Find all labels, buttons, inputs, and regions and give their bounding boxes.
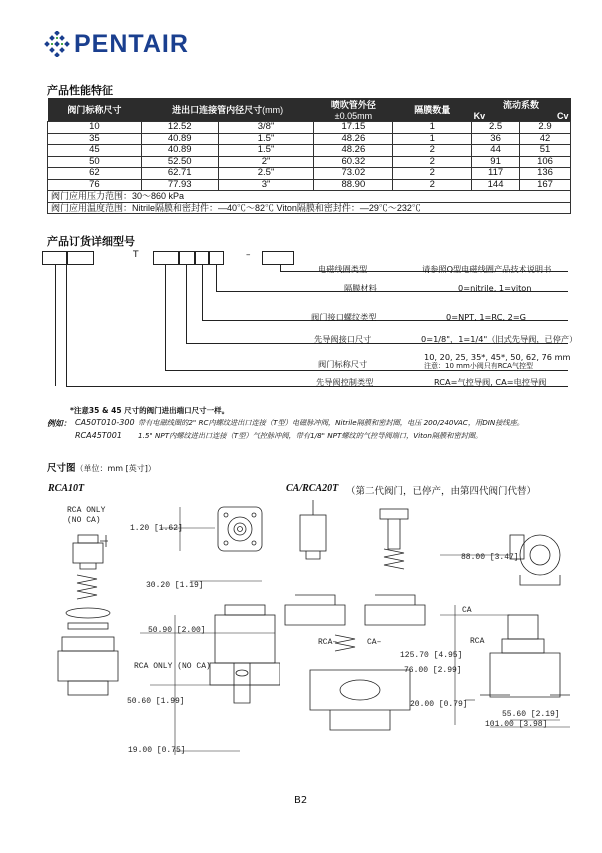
table-cell: 88.90 xyxy=(314,179,393,191)
example-text-2: 1.5" NPT内螺纹进出口连接（T型）气控脉冲阀，带有1/8" NPT螺纹的气控导阀端口，Viton隔膜和密封圈。 xyxy=(138,431,483,440)
dim-left-3: 50.90 [2.00] xyxy=(148,626,206,635)
table-row xyxy=(48,133,571,145)
table-cell: 45 xyxy=(48,145,142,157)
table-cell: 40.89 xyxy=(141,145,218,157)
code-box-3 xyxy=(153,251,180,265)
label-rca: RCA xyxy=(470,637,485,646)
table-cell: 10 xyxy=(48,122,142,134)
table-row xyxy=(48,156,571,168)
dim-right-2: 125.70 [4.95] xyxy=(400,651,463,660)
col-header-flow: 流动系数 xyxy=(472,98,571,111)
table-cell: 144 xyxy=(472,179,520,191)
order-name-pilot-type: 先导阀控制类型 xyxy=(316,377,374,387)
dim-left-5: 19.00 [0.75] xyxy=(128,746,186,755)
label-rca-only-1: RCA ONLY xyxy=(67,506,106,515)
order-desc-pilot-type: RCA=气控导阀, CA=电控导阀 xyxy=(434,377,547,387)
dim-left-1: 1.20 [1.62] xyxy=(130,524,183,533)
table-cell: 1 xyxy=(393,122,472,134)
code-box-7 xyxy=(262,251,294,265)
section-title-ordering: 产品订货详细型号 xyxy=(47,235,135,248)
table-cell: 77.93 xyxy=(141,179,218,191)
table-cell: 73.02 xyxy=(314,168,393,180)
order-footnote: *注意35 & 45 尺寸的阀门进出端口尺寸一样。 xyxy=(70,406,230,415)
dim-right-1: 88.00 [3.47] xyxy=(461,553,519,562)
drawing-title-ca-rca20t: CA/RCA20T xyxy=(286,483,339,494)
table-cell: 42 xyxy=(520,133,571,145)
label-rca-only-2: RCA ONLY (NO CA) xyxy=(134,662,211,671)
table-cell: 36 xyxy=(472,133,520,145)
table-cell: 2.5 xyxy=(472,122,520,134)
code-box-6 xyxy=(208,251,224,265)
table-cell: 40.89 xyxy=(141,133,218,145)
table-cell: 51 xyxy=(520,145,571,157)
order-desc2-valve-size: 注意：10 mm小阀只有RCA气控型 xyxy=(424,362,533,370)
dim-right-3: 76.00 [2.99] xyxy=(404,666,462,675)
col-header-size: 阀门标称尺寸 xyxy=(48,98,142,122)
drawing-title-rca10t: RCA10T xyxy=(48,483,85,494)
table-row xyxy=(48,122,571,134)
example-label: 例如： xyxy=(47,419,71,428)
note-temperature: 阀门应用温度范围：Nitrile隔膜和密封件：—40℃～82℃ Viton隔膜和密封件：—29℃～232℃ xyxy=(48,202,571,214)
table-cell: 2.5" xyxy=(218,168,314,180)
order-name-valve-size: 阀门标称尺寸 xyxy=(318,359,368,369)
table-cell: 62.71 xyxy=(141,168,218,180)
table-cell: 167 xyxy=(520,179,571,191)
order-desc-diaphragm: 0=nitrile, 1=viton xyxy=(458,283,532,293)
table-cell: 2 xyxy=(393,179,472,191)
order-desc-coil: 请参照Q型电磁线圈产品技术说明书 xyxy=(422,264,552,274)
table-cell: 48.26 xyxy=(314,133,393,145)
example-code-1: CA50T010-300 xyxy=(75,418,135,427)
code-box-1 xyxy=(42,251,68,265)
code-box-2 xyxy=(66,251,94,265)
table-cell: 12.52 xyxy=(141,122,218,134)
dim-right-4: 20.00 [0.79] xyxy=(410,700,468,709)
dim-right-6: 101.00 [3.98] xyxy=(485,720,548,729)
order-name-thread: 阀门接口螺纹类型 xyxy=(311,312,377,322)
order-desc-pilot-size: 0=1/8"，1=1/4"（旧式先导阀，已停产） xyxy=(421,334,578,344)
order-desc-valve-size: 10, 20, 25, 35*, 45*, 50, 62, 76 mm xyxy=(424,352,571,362)
table-cell: 52.50 xyxy=(141,156,218,168)
col-header-outer: 喷吹管外径 ±0.05mm xyxy=(314,98,393,122)
table-cell: 117 xyxy=(472,168,520,180)
table-row xyxy=(48,168,571,180)
col-header-diaphragms: 隔膜数量 xyxy=(393,98,472,122)
table-cell: 35 xyxy=(48,133,142,145)
table-cell: 60.32 xyxy=(314,156,393,168)
col-header-port: 进出口连接管内径尺寸(mm) xyxy=(141,98,314,122)
table-cell: 91 xyxy=(472,156,520,168)
table-cell: 106 xyxy=(520,156,571,168)
pentair-logo-icon xyxy=(44,31,70,57)
order-desc-thread: 0=NPT, 1=RC, 2=G xyxy=(446,312,527,322)
table-cell: 3/8" xyxy=(218,122,314,134)
dim-right-5: 55.60 [2.19] xyxy=(502,710,560,719)
rca10t-drawing xyxy=(40,495,280,775)
section-title-dimensions: 尺寸图（单位：mm [英寸]） xyxy=(47,463,156,474)
table-cell: 2.9 xyxy=(520,122,571,134)
order-name-coil: 电磁线圈类型 xyxy=(318,264,368,274)
label-no-ca-1: (NO CA) xyxy=(67,516,101,525)
order-name-pilot-size: 先导阀接口尺寸 xyxy=(314,334,372,344)
table-cell: 2" xyxy=(218,156,314,168)
label-ca-dash: CA– xyxy=(367,638,382,647)
spec-table xyxy=(47,98,571,214)
page-number: B2 xyxy=(294,795,308,806)
table-row xyxy=(48,145,571,157)
table-cell: 48.26 xyxy=(314,145,393,157)
table-cell: 136 xyxy=(520,168,571,180)
table-cell: 1.5" xyxy=(218,145,314,157)
dim-left-2: 30.20 [1.19] xyxy=(146,581,204,590)
brand-name: PENTAIR xyxy=(74,30,189,58)
table-cell: 2 xyxy=(393,156,472,168)
table-cell: 2 xyxy=(393,168,472,180)
drawing-note-discontinued: （第二代阀门，已停产，由第四代阀门代替） xyxy=(346,486,537,497)
example-code-2: RCA45T001 xyxy=(75,431,122,440)
dim-left-4: 50.60 [1.99] xyxy=(127,697,185,706)
col-header-cv: Cv xyxy=(520,111,571,122)
code-letter-t: T xyxy=(133,250,139,260)
table-cell: 2 xyxy=(393,145,472,157)
section-title-performance: 产品性能特征 xyxy=(47,84,113,97)
table-cell: 62 xyxy=(48,168,142,180)
table-cell: 17.15 xyxy=(314,122,393,134)
col-header-kv: Kv xyxy=(472,111,520,122)
code-dash: – xyxy=(246,250,251,260)
label-ca: CA xyxy=(462,606,472,615)
order-name-diaphragm: 隔膜材料 xyxy=(344,283,377,293)
note-pressure: 阀门应用压力范围：30～860 kPa xyxy=(48,191,571,203)
label-rca-dash: RCA– xyxy=(318,638,338,647)
table-cell: 3" xyxy=(218,179,314,191)
table-cell: 44 xyxy=(472,145,520,157)
table-cell: 76 xyxy=(48,179,142,191)
table-row xyxy=(48,179,571,191)
table-cell: 1 xyxy=(393,133,472,145)
table-cell: 50 xyxy=(48,156,142,168)
table-cell: 1.5" xyxy=(218,133,314,145)
example-text-1: 带有电磁线圈的2" RC内螺纹进出口连接（T型）电磁脉冲阀，Nitrile隔膜和密封圈，电压 200/240VAC，用DIN接线座。 xyxy=(138,418,524,427)
